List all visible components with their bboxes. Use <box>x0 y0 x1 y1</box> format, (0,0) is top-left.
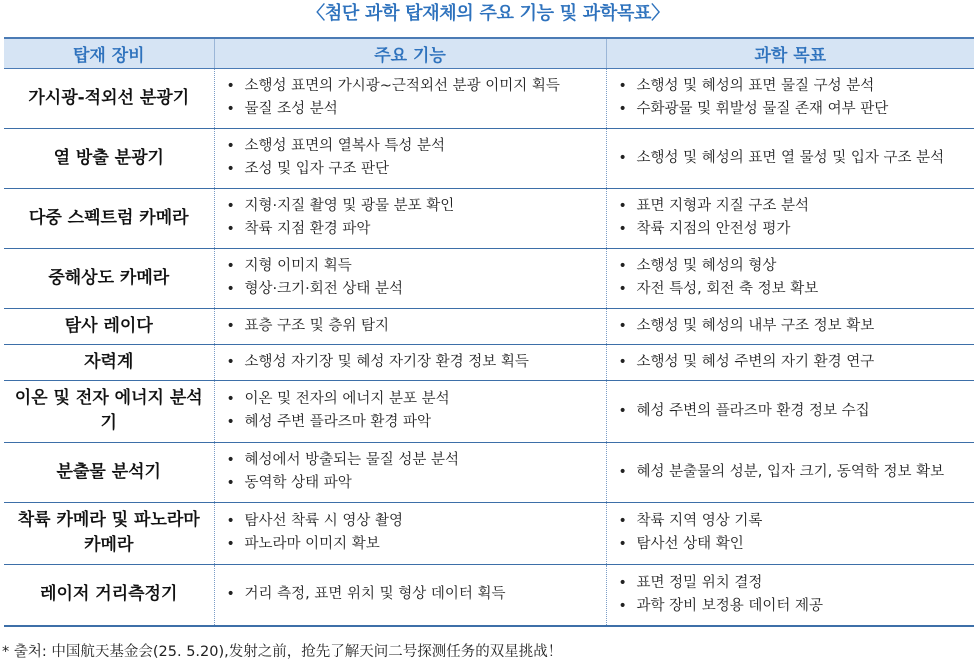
table-row <box>4 68 974 128</box>
table-row <box>4 248 974 308</box>
goal-item: • 소행성 및 혜성의 형상 <box>615 255 969 278</box>
function-item: • 표층 구조 및 층위 탐지 <box>223 315 600 338</box>
function-item: • 혜성 주변 플라즈마 환경 파악 <box>223 411 600 434</box>
goal-item: • 자전 특성, 회전 축 정보 확보 <box>615 278 969 301</box>
goal-cell <box>606 188 974 248</box>
function-list <box>223 388 600 434</box>
goal-item: • 소행성 및 혜성의 표면 열 물성 및 입자 구조 분석 <box>615 147 969 170</box>
function-cell <box>214 308 606 344</box>
function-item: • 지형 이미지 획득 <box>223 255 600 278</box>
function-item: • 착륙 지점 환경 파악 <box>223 218 600 241</box>
table-header-row <box>4 38 974 68</box>
goal-cell <box>606 308 974 344</box>
function-item: • 소행성 자기장 및 혜성 자기장 환경 정보 획득 <box>223 351 600 374</box>
equipment-name: 열 방출 분광기 <box>4 128 214 188</box>
function-item: • 형상·크기·회전 상태 분석 <box>223 278 600 301</box>
goal-item: • 수화광물 및 휘발성 물질 존재 여부 판단 <box>615 98 969 121</box>
goal-item: • 혜성 분출물의 성분, 입자 크기, 동역학 정보 확보 <box>615 461 969 484</box>
function-cell <box>214 380 606 442</box>
function-item: • 파노라마 이미지 확보 <box>223 533 600 556</box>
function-item: • 동역학 상태 파악 <box>223 472 600 495</box>
function-item: • 거리 측정, 표면 위치 및 형상 데이터 획득 <box>223 583 600 606</box>
goal-list <box>615 572 969 618</box>
table-row <box>4 188 974 248</box>
function-item: • 소행성 표면의 가시광~근적외선 분광 이미지 획득 <box>223 75 600 98</box>
function-cell <box>214 442 606 502</box>
table-row <box>4 308 974 344</box>
function-list <box>223 449 600 495</box>
function-item: • 소행성 표면의 열복사 특성 분석 <box>223 135 600 158</box>
header-equipment: 탑재 장비 <box>4 38 214 68</box>
function-list <box>223 315 600 338</box>
equipment-name: 레이저 거리측정기 <box>4 564 214 626</box>
goal-item: • 과학 장비 보정용 데이터 제공 <box>615 595 969 618</box>
function-list <box>223 135 600 181</box>
equipment-name: 이온 및 전자 에너지 분석기 <box>4 380 214 442</box>
goal-cell <box>606 128 974 188</box>
function-list <box>223 255 600 301</box>
goal-item: • 소행성 및 혜성의 표면 물질 구성 분석 <box>615 75 969 98</box>
equipment-name: 분출물 분석기 <box>4 442 214 502</box>
equipment-name: 다중 스펙트럼 카메라 <box>4 188 214 248</box>
function-cell <box>214 248 606 308</box>
table-row <box>4 564 974 626</box>
function-list <box>223 583 600 606</box>
goal-list <box>615 351 969 374</box>
goal-item: • 표면 정밀 위치 결정 <box>615 572 969 595</box>
function-item: • 이온 및 전자의 에너지 분포 분석 <box>223 388 600 411</box>
function-item: • 지형·지질 촬영 및 광물 분포 확인 <box>223 195 600 218</box>
equipment-name: 가시광-적외선 분광기 <box>4 68 214 128</box>
goal-item: • 소행성 및 혜성의 내부 구조 정보 확보 <box>615 315 969 338</box>
function-item: • 혜성에서 방출되는 물질 성분 분석 <box>223 449 600 472</box>
goal-list <box>615 461 969 484</box>
goal-list <box>615 255 969 301</box>
table-row <box>4 380 974 442</box>
goal-cell <box>606 248 974 308</box>
table-row <box>4 502 974 564</box>
header-goals: 과학 목표 <box>606 38 974 68</box>
function-list <box>223 351 600 374</box>
goal-list <box>615 315 969 338</box>
function-cell <box>214 344 606 380</box>
goal-item: • 표면 지형과 지질 구조 분석 <box>615 195 969 218</box>
goal-list <box>615 400 969 423</box>
goal-cell <box>606 380 974 442</box>
function-cell <box>214 188 606 248</box>
goal-cell <box>606 442 974 502</box>
goal-list <box>615 75 969 121</box>
table-row <box>4 442 974 502</box>
goal-item: • 착륙 지점의 안전성 평가 <box>615 218 969 241</box>
function-cell <box>214 68 606 128</box>
function-cell <box>214 128 606 188</box>
function-item: • 물질 조성 분석 <box>223 98 600 121</box>
goal-item: • 소행성 및 혜성 주변의 자기 환경 연구 <box>615 351 969 374</box>
goal-list <box>615 195 969 241</box>
goal-list <box>615 510 969 556</box>
goal-cell <box>606 502 974 564</box>
function-list <box>223 75 600 121</box>
function-list <box>223 510 600 556</box>
table-row <box>4 344 974 380</box>
page-title: 〈첨단 과학 탑재체의 주요 기능 및 과학목표〉 <box>307 3 669 24</box>
equipment-name: 중해상도 카메라 <box>4 248 214 308</box>
goal-item: • 착륙 지역 영상 기록 <box>615 510 969 533</box>
source-footnote: * 출처: 中国航天基金会(25. 5.20),发射之前，抢先了解天问二号探测任务的双星挑战！ <box>2 644 563 660</box>
function-cell <box>214 564 606 626</box>
function-cell <box>214 502 606 564</box>
goal-list <box>615 147 969 170</box>
payload-table <box>4 37 974 627</box>
table-row <box>4 128 974 188</box>
goal-cell <box>606 564 974 626</box>
equipment-name: 착륙 카메라 및 파노라마 카메라 <box>4 502 214 564</box>
function-item: • 조성 및 입자 구조 판단 <box>223 158 600 181</box>
equipment-name: 탐사 레이다 <box>4 308 214 344</box>
goal-item: • 혜성 주변의 플라즈마 환경 정보 수집 <box>615 400 969 423</box>
function-list <box>223 195 600 241</box>
function-item: • 탐사선 착륙 시 영상 촬영 <box>223 510 600 533</box>
goal-cell <box>606 344 974 380</box>
goal-cell <box>606 68 974 128</box>
goal-item: • 탐사선 상태 확인 <box>615 533 969 556</box>
header-functions: 주요 기능 <box>214 38 606 68</box>
equipment-name: 자력계 <box>4 344 214 380</box>
